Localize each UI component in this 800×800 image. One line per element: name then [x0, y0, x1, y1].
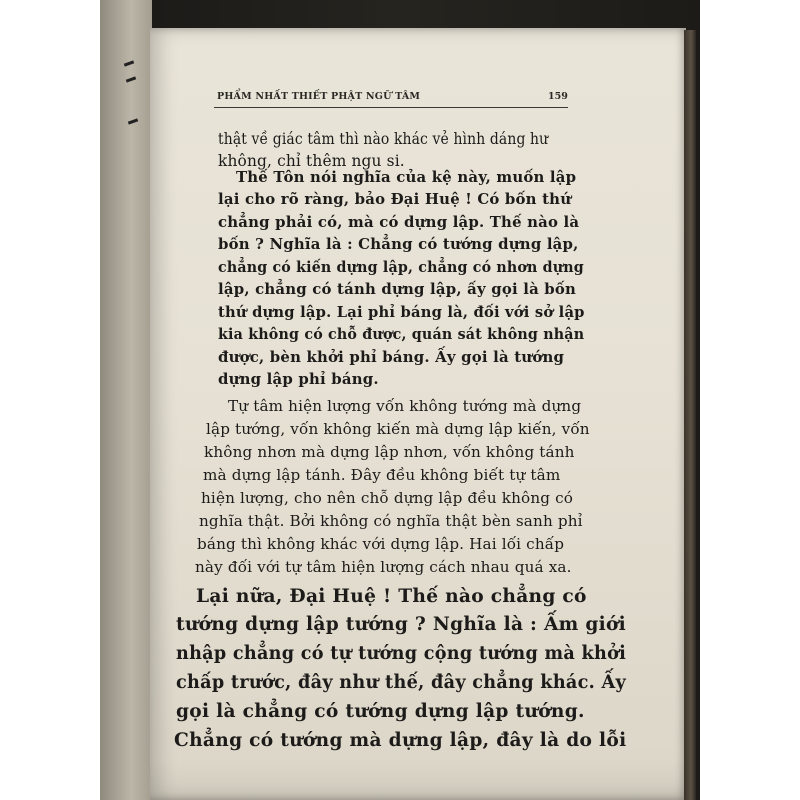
text-line: nghĩa thật. Bởi không có nghĩa thật bèn sanh phỉ [199, 512, 583, 530]
text-line: thật về giác tâm thì nào khác vẻ hình dáng hư [218, 130, 549, 148]
text-line: gọi là chẳng có tướng dựng lập tướng. [176, 701, 585, 722]
running-head: PHẨM NHẤT THIẾT PHẬT NGỮ TÂM [217, 91, 421, 102]
text-line: Thế Tôn nói nghĩa của kệ này, muốn lập [236, 168, 577, 186]
text-line: hiện lượng, cho nên chỗ dựng lập đều không có [201, 489, 574, 507]
header-rule [214, 107, 568, 108]
page-bottom-shadow [150, 760, 686, 800]
text-line: thứ dựng lập. Lại phỉ báng là, đối với sở lập [218, 303, 585, 321]
text-line: lập, chẳng có tánh dựng lập, ấy gọi là bốn [218, 280, 577, 298]
left-page-edge [100, 0, 152, 800]
text-line: bốn ? Nghĩa là : Chẳng có tướng dựng lập, [218, 235, 579, 253]
text-line: lại cho rõ ràng, bảo Đại Huệ ! Có bốn thứ [218, 190, 572, 208]
text-line: nhập chẳng có tự tướng cộng tướng mà khởi [176, 643, 627, 664]
text-line: không, chỉ thêm ngu si. [218, 152, 405, 170]
text-line: lập tướng, vốn không kiến mà dựng lập kiến, vốn [206, 420, 590, 438]
text-line: dựng lập phỉ báng. [218, 370, 379, 388]
page-number: 159 [548, 91, 568, 102]
text-line: được, bèn khởi phỉ báng. Ấy gọi là tướng [218, 348, 565, 366]
text-line: chẳng có kiến dựng lập, chẳng có nhơn dựng [218, 258, 584, 276]
text-line: Tự tâm hiện lượng vốn không tướng mà dựng [228, 397, 582, 415]
text-line: Chẳng có tướng mà dựng lập, đây là do lỗi [174, 730, 627, 751]
text-line: chấp trước, đây như thế, đây chẳng khác. Ấy [176, 672, 627, 693]
text-line: Lại nữa, Đại Huệ ! Thế nào chẳng có [196, 586, 587, 607]
text-line: kia không có chỗ được, quán sát không nhận [218, 325, 585, 343]
text-line: mà dựng lập tánh. Đây đều không biết tự tâm [203, 466, 561, 484]
text-line: không nhơn mà dựng lập nhơn, vốn không tánh [204, 443, 575, 461]
text-line: tướng dựng lập tướng ? Nghĩa là : Ấm giới [176, 614, 627, 635]
text-line: này đối với tự tâm hiện lượng cách nhau quá xa. [195, 558, 572, 576]
text-line: báng thì không khác với dựng lập. Hai lối chấp [197, 535, 565, 553]
text-line: chẳng phải có, mà có dựng lập. Thế nào là [218, 213, 580, 231]
page-right-edge [684, 30, 696, 800]
